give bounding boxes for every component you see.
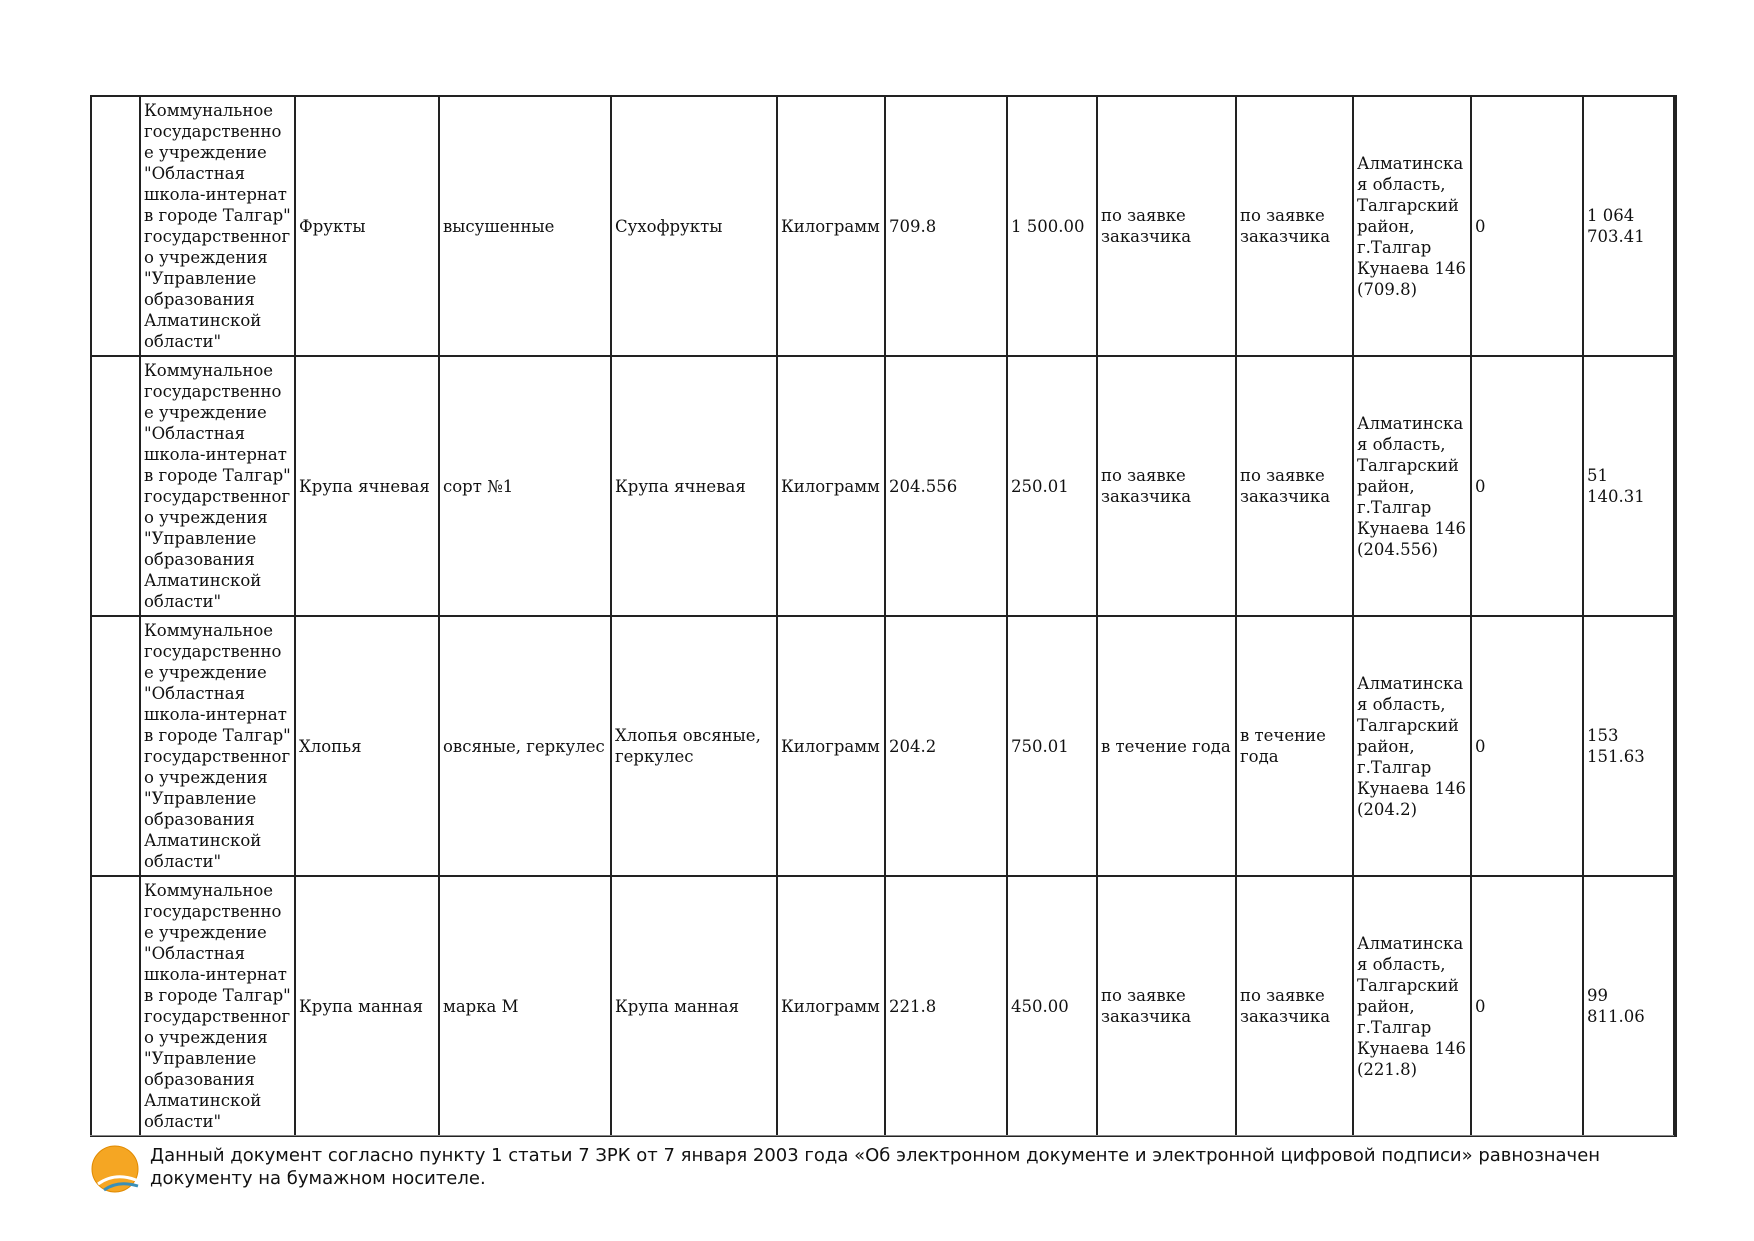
cell-customer: Коммунальное государственное учреждение "Областная школа-интернат в городе Талгар" государственного учреждения "Управление образования Алматинской области"	[140, 96, 295, 356]
cell-description: Хлопья овсяные, геркулес	[611, 616, 777, 876]
legal-notice-text: Данный документ согласно пункту 1 статьи 7 ЗРК от 7 января 2003 года «Об электронном документе и электронной цифровой подписи» равнозначен документу на бумажном носителе.	[150, 1145, 1601, 1189]
cell-advance: 0	[1471, 96, 1583, 356]
cell-num	[91, 616, 140, 876]
cell-customer: Коммунальное государственное учреждение "Областная школа-интернат в городе Талгар" государственного учреждения "Управление образования Алматинской области"	[140, 616, 295, 876]
cell-delivery-term: по заявке заказчика	[1097, 356, 1236, 616]
cell-num	[91, 96, 140, 356]
cell-characteristic: овсяные, геркулес	[439, 616, 611, 876]
cell-quantity: 221.8	[885, 876, 1007, 1136]
cell-sum: 153 151.63	[1583, 616, 1675, 876]
cell-customer: Коммунальное государственное учреждение "Областная школа-интернат в городе Талгар" государственного учреждения "Управление образования Алматинской области"	[140, 356, 295, 616]
cell-place: Алматинская область, Талгарский район, г.Талгар Кунаева 146 (204.2)	[1353, 616, 1471, 876]
cell-name: Крупа ячневая	[295, 356, 439, 616]
cell-advance: 0	[1471, 356, 1583, 616]
cell-delivery-schedule: по заявке заказчика	[1236, 356, 1353, 616]
cell-name: Крупа манная	[295, 876, 439, 1136]
procurement-table	[90, 95, 1677, 1137]
cell-name: Хлопья	[295, 616, 439, 876]
table-row	[91, 876, 1675, 1136]
cell-place: Алматинская область, Талгарский район, г.Талгар Кунаева 146 (221.8)	[1353, 876, 1471, 1136]
cell-quantity: 204.2	[885, 616, 1007, 876]
cell-quantity: 204.556	[885, 356, 1007, 616]
cell-delivery-term: по заявке заказчика	[1097, 96, 1236, 356]
egov-sun-logo-icon	[90, 1144, 140, 1194]
cell-name: Фрукты	[295, 96, 439, 356]
table-row	[91, 96, 1675, 356]
cell-unit: Килограмм	[777, 876, 885, 1136]
cell-price: 450.00	[1007, 876, 1097, 1136]
cell-delivery-term: по заявке заказчика	[1097, 876, 1236, 1136]
cell-description: Крупа манная	[611, 876, 777, 1136]
cell-delivery-schedule: в течение года	[1236, 616, 1353, 876]
legal-footer	[90, 1135, 1674, 1194]
cell-place: Алматинская область, Талгарский район, г.Талгар Кунаева 146 (709.8)	[1353, 96, 1471, 356]
cell-price: 1 500.00	[1007, 96, 1097, 356]
cell-delivery-schedule: по заявке заказчика	[1236, 96, 1353, 356]
table-row	[91, 356, 1675, 616]
cell-num	[91, 876, 140, 1136]
cell-customer: Коммунальное государственное учреждение "Областная школа-интернат в городе Талгар" государственного учреждения "Управление образования Алматинской области"	[140, 876, 295, 1136]
cell-num	[91, 356, 140, 616]
cell-sum: 51 140.31	[1583, 356, 1675, 616]
cell-characteristic: высушенные	[439, 96, 611, 356]
table-row	[91, 616, 1675, 876]
cell-unit: Килограмм	[777, 96, 885, 356]
cell-delivery-schedule: по заявке заказчика	[1236, 876, 1353, 1136]
cell-description: Сухофрукты	[611, 96, 777, 356]
cell-characteristic: марка М	[439, 876, 611, 1136]
cell-description: Крупа ячневая	[611, 356, 777, 616]
cell-advance: 0	[1471, 876, 1583, 1136]
cell-place: Алматинская область, Талгарский район, г.Талгар Кунаева 146 (204.556)	[1353, 356, 1471, 616]
cell-sum: 1 064 703.41	[1583, 96, 1675, 356]
cell-sum: 99 811.06	[1583, 876, 1675, 1136]
cell-unit: Килограмм	[777, 356, 885, 616]
cell-unit: Килограмм	[777, 616, 885, 876]
cell-price: 750.01	[1007, 616, 1097, 876]
cell-advance: 0	[1471, 616, 1583, 876]
cell-delivery-term: в течение года	[1097, 616, 1236, 876]
cell-price: 250.01	[1007, 356, 1097, 616]
cell-characteristic: сорт №1	[439, 356, 611, 616]
cell-quantity: 709.8	[885, 96, 1007, 356]
